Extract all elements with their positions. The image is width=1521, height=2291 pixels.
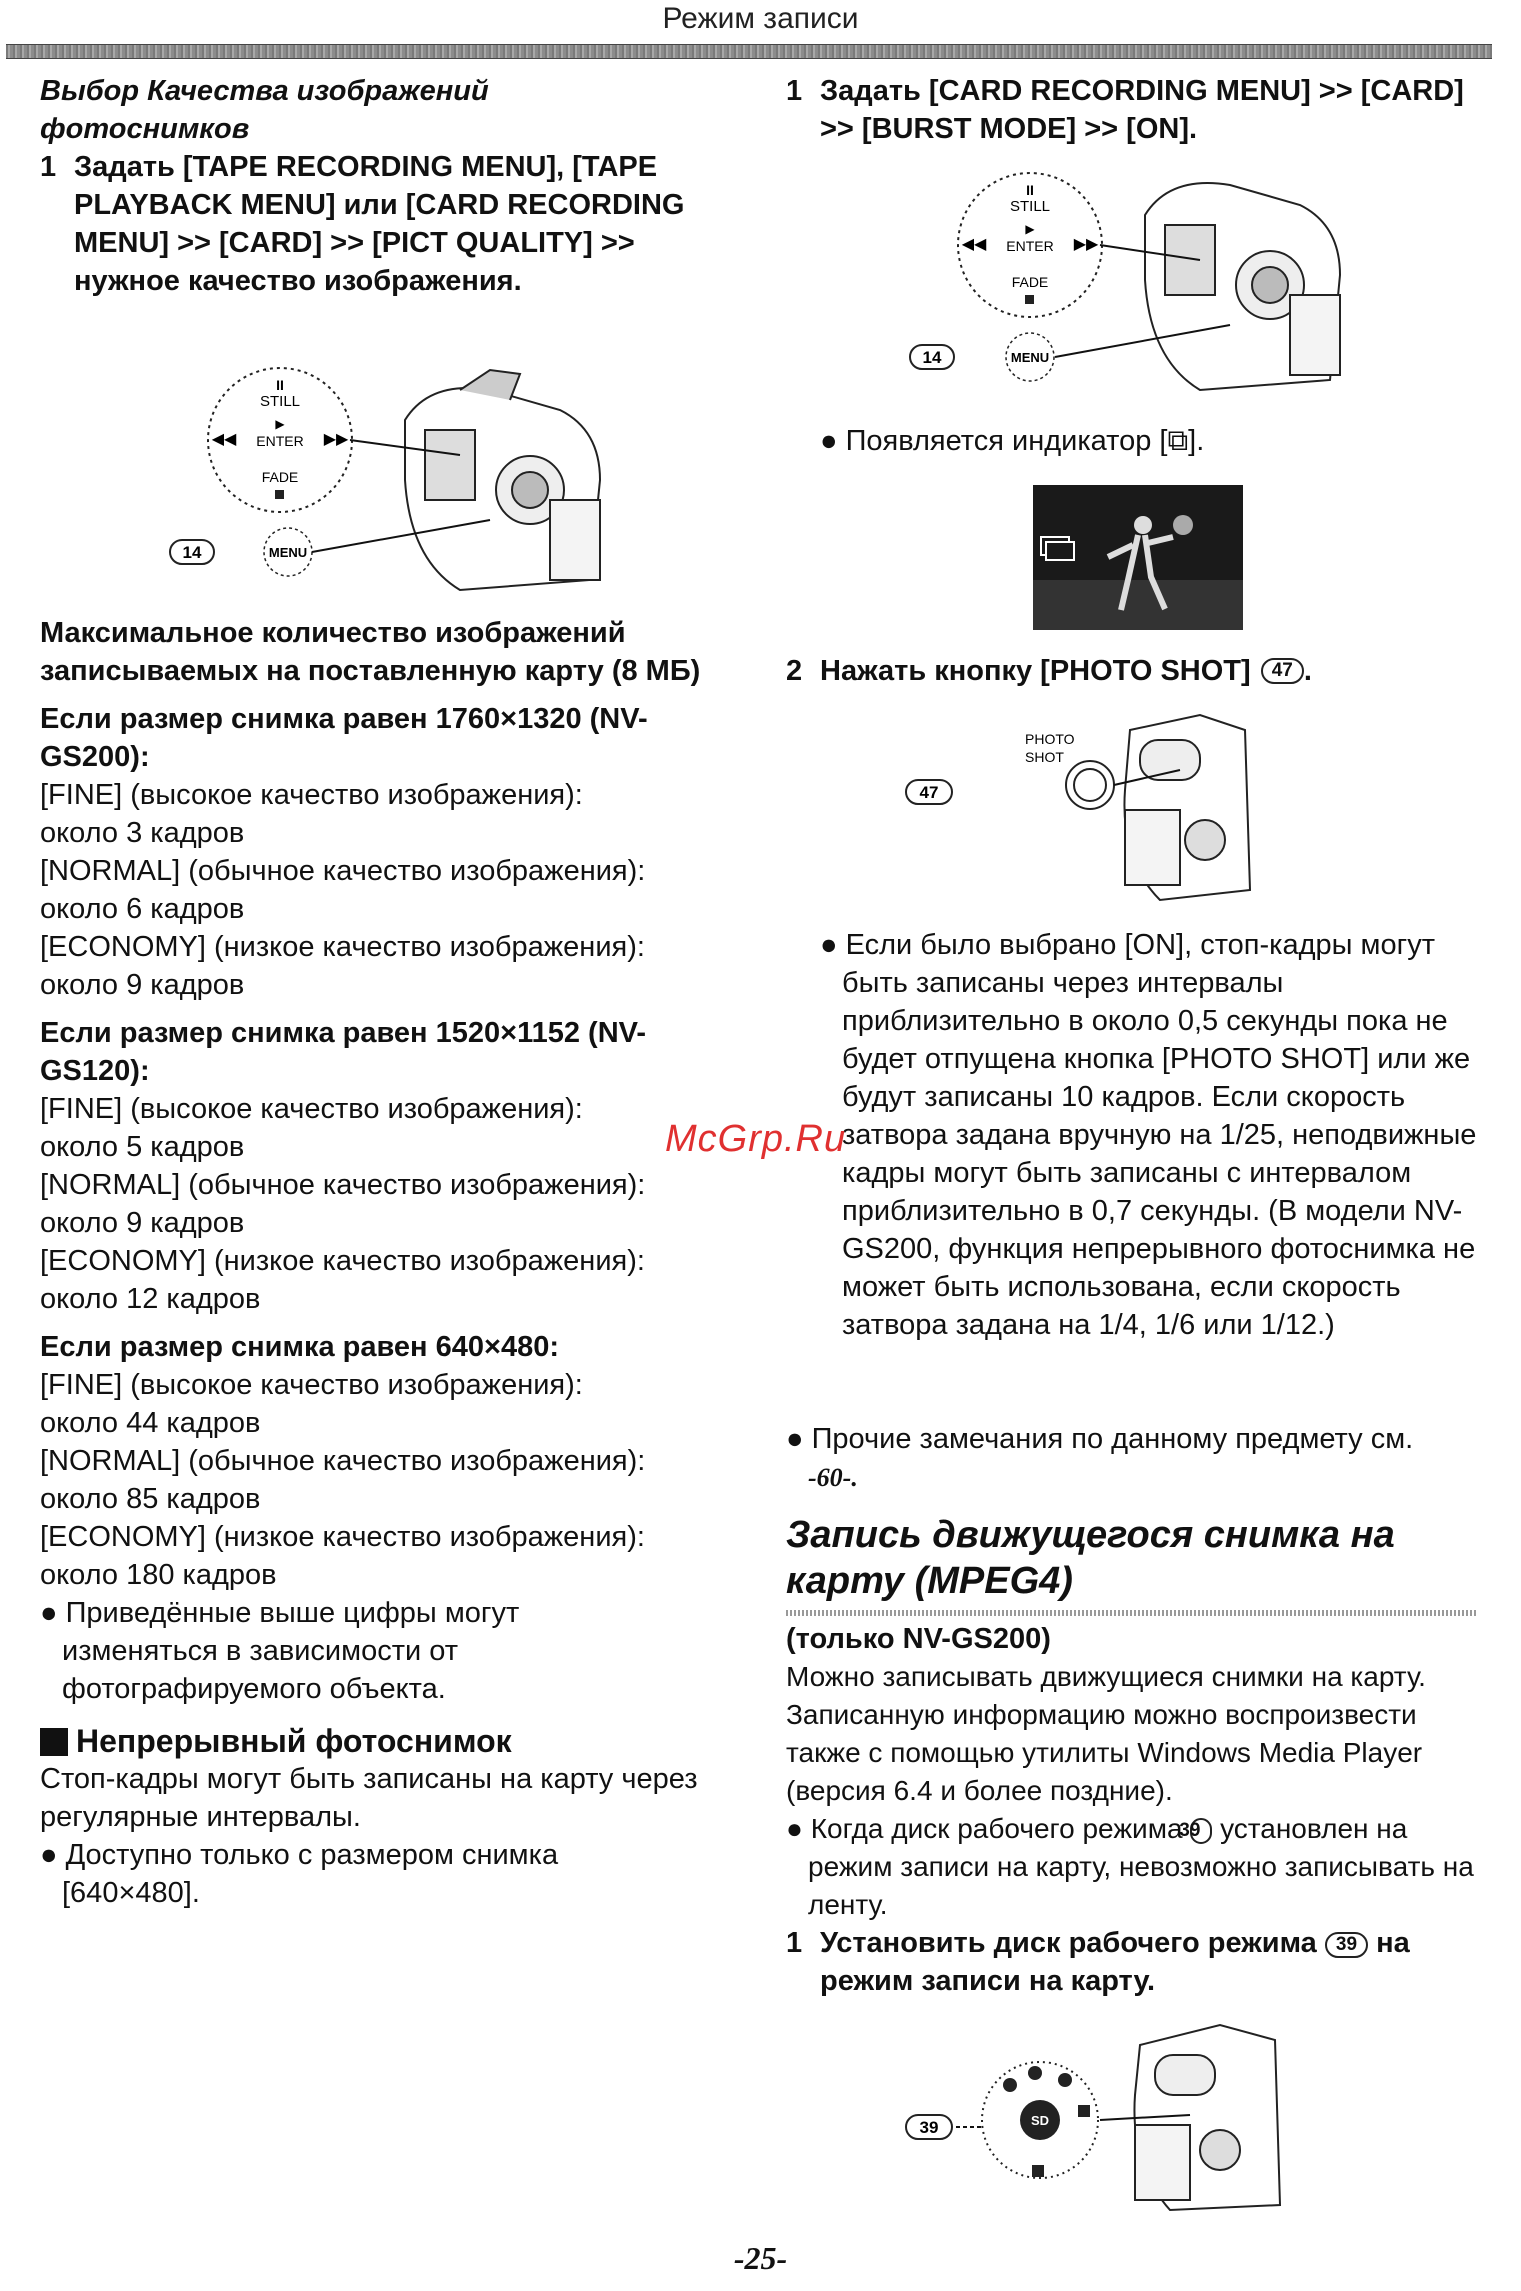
menu-label: MENU [1010,350,1050,365]
header-band [6,44,1492,59]
burst-section-title [40,1722,730,1760]
group-heading: Если размер снимка равен 1760×1320 (NV-GS200): [40,703,648,773]
step-text [820,1924,1476,2000]
step-text: Задать [TAPE RECORDING MENU], [TAPE PLAYBACK MENU] или [CARD RECORDING MENU] >> [CARD] >> [PICT QUALITY] >> нужное качество изображения. [74,151,685,297]
right-step-1 [786,72,1486,148]
note-block: ● Прочие замечания по данному предмету см. -60-. [786,1423,1414,1492]
camcorder-drawing [405,370,600,590]
watermark: McGrp.Ru [665,1118,847,1160]
group-line: [NORMAL] (обычное качество изображения): [40,1169,646,1201]
step-1-quality [40,148,730,300]
step-2-photo-shot: 2 Нажать кнопку [PHOTO SHOT] 47 . [786,652,1486,690]
indicator-note: ● Появляется индикатор [⧉]. [820,425,1205,457]
step-1-dial [786,1924,1476,2000]
page-number: -25- [733,2240,788,2276]
ref-number: 39 [919,2118,939,2137]
svg-text:▶: ▶ [1025,222,1035,236]
note-text: Появляется индикатор [⧉]. [845,425,1205,457]
group-line: около 44 кадров [40,1407,261,1439]
mode-dial-icon [982,2062,1098,2178]
step-text: Задать [CARD RECORDING MENU] >> [CARD] >> [BURST MODE] >> [ON]. [820,75,1464,145]
ref-badge-39: 39 [1190,1818,1212,1844]
only-model-note: (только NV-GS200) [786,1623,1051,1655]
group-heading: Если размер снимка равен 1520×1152 (NV-GS120): [40,1017,647,1087]
mpeg-section [786,1512,1486,2000]
note-text: Доступно только с размером снимка [640×480]. [62,1839,559,1909]
mode-dial-figure [900,2015,1300,2215]
ref-number: 14 [922,348,942,367]
camcorder-drawing [1145,183,1340,390]
enter-label: ENTER [1006,238,1054,254]
ref-number: 14 [182,543,202,562]
group-line: около 6 кадров [40,893,245,925]
section-square-icon [40,1728,68,1756]
svg-text:◀◀: ◀◀ [211,431,237,448]
burst-on-note [820,926,1490,1344]
note-text: Приведённые выше цифры могут изменяться в зависимости от фотографируемого объекта. [62,1597,520,1705]
group-line: [ECONOMY] (низкое качество изображения): [40,1245,645,1277]
group-heading: Если размер снимка равен 640×480: [40,1331,559,1363]
group-1760 [40,700,730,1004]
camera-menu-figure-2 [900,165,1370,405]
note-figures-vary: ● Приведённые выше цифры могут изменяться в зависимости от фотографируемого объекта. [40,1597,520,1705]
burst-description: Стоп-кадры могут быть записаны на карту через регулярные интервалы. [40,1763,698,1833]
group-line: около 12 кадров [40,1283,261,1315]
sd-label: SD [1030,2113,1050,2128]
ref-badge-47 [906,780,952,804]
group-line: [FINE] (высокое качество изображения): [40,779,583,811]
step-number: 1 [786,1927,803,1959]
menu-button [264,528,312,576]
page-header-title: Режим записи [662,2,859,35]
fade-label: FADE [261,469,299,485]
menu-button [1006,333,1054,381]
note-text: Если было выбрано [ON], стоп-кадры могут быть записаны через интервалы приблизительно в около 0,5 секунды пока не будет отпущена кнопка [PHOTO SHOT] или же будут записаны 10 кадров. Если скорость затвора задана вручную на 1/25, неподвижные кадры могут быть записаны с интервалом приблизительно в 0,7 секунды. (В модели NV-GS200, функция непрерывного фотоснимка не может быть использована, если скорость затвора задана на 1/4, 1/6 или 1/12.) [842,929,1477,1341]
enter-label: ENTER [256,433,304,449]
max-images-heading: Максимальное количество изображений записываемых на поставленную карту (8 МБ) [40,617,701,687]
photo-shot-figure [900,710,1270,910]
camcorder-drawing [1124,715,1250,900]
group-640 [40,1328,730,1594]
shot-label: SHOT [1025,749,1064,765]
svg-text:▶: ▶ [275,417,285,431]
still-label: STILL [259,393,301,410]
group-line: около 3 кадров [40,817,245,849]
svg-text:▶▶: ▶▶ [1073,236,1099,253]
title-underline [786,1610,1476,1616]
note-text: Прочие замечания по данному предмету см. [811,1423,1414,1455]
burst-size-note: ● Доступно только с размером снимка [640×480]. [40,1839,559,1909]
dial-note: ● Когда диск рабочего режима 39 установлен на режим записи на карту, невозможно записывать на ленту. [786,1813,1474,1920]
joystick-dial [958,173,1102,317]
step-1-burst [786,72,1486,148]
left-column [40,72,730,300]
step-text-b: на режим записи на карту. [820,1927,1410,1997]
group-line: [NORMAL] (обычное качество изображения): [40,1445,646,1477]
group-line: [FINE] (высокое качество изображения): [40,1093,583,1125]
fade-label: FADE [1011,274,1049,290]
ref-badge-39: 39 [1325,1932,1368,1958]
menu-label: MENU [268,545,308,560]
group-line: около 9 кадров [40,1207,245,1239]
other-notes [786,1420,1486,1497]
mpeg-description: Можно записывать движущиеся снимки на карту. Записанную информацию можно воспроизвести также с помощью утилиты Windows Media Player (версия 6.4 и более поздние). [786,1661,1426,1806]
note-text: установлен на режим записи на карту, невозможно записывать на ленту. [808,1813,1474,1920]
camera-menu-figure-1 [160,360,630,600]
step-text-a: Установить диск рабочего режима [820,1927,1317,1959]
svg-text:II: II [276,377,284,393]
group-1520 [40,1014,730,1318]
ref-badge-14 [910,345,954,369]
burst-mode-screen-image [1033,485,1243,630]
group-line: около 9 кадров [40,969,245,1001]
photo-label: PHOTO [1025,731,1075,747]
burst-title-text: Непрерывный фотоснимок [76,1723,512,1759]
svg-text:▶▶: ▶▶ [323,431,349,448]
step-number: 1 [40,151,57,183]
note-block: ● Если было выбрано [ON], стоп-кадры могут быть записаны через интервалы приблизительно в около 0,5 секунды пока не будет отпущена кнопка [PHOTO SHOT] или же будут записаны 10 кадров. Если скорость затвора задана вручную на 1/25, неподвижные кадры могут быть записаны с интервалом приблизительно в 0,7 секунды. (В модели NV-GS200, функция непрерывного фотоснимка не может быть использована, если скорость затвора задана на 1/4, 1/6 или 1/12.) [820,929,1477,1341]
group-line: [NORMAL] (обычное качество изображения): [40,855,646,887]
ref-badge-47: 47 [1261,658,1304,684]
mpeg-title-line-1: Запись движущегося снимка на [786,1514,1395,1556]
still-label: STILL [1009,198,1051,215]
group-line: [ECONOMY] (низкое качество изображения): [40,1521,645,1553]
group-line: [ECONOMY] (низкое качество изображения): [40,931,645,963]
group-line: около 5 кадров [40,1131,245,1163]
ref-badge-14 [170,540,214,564]
group-line: около 180 кадров [40,1559,277,1591]
ref-badge-39 [906,2115,952,2139]
group-line: [FINE] (высокое качество изображения): [40,1369,583,1401]
section-title-quality: Выбор Качества изображений фотоснимков [40,75,489,145]
page-reference: -60- [808,1463,852,1492]
joystick-dial [208,368,352,512]
svg-text:◀◀: ◀◀ [961,236,987,253]
step-number: 2 [786,655,803,687]
note-text: Когда диск рабочего режима [810,1813,1183,1844]
step-number: 1 [786,75,803,107]
mpeg-title-line-2: карту (MPEG4) [786,1560,1073,1602]
step-text: Нажать кнопку [PHOTO SHOT] [820,655,1251,687]
right-step-2 [786,652,1486,690]
left-column-body [40,614,730,1912]
group-line: около 85 кадров [40,1483,261,1515]
svg-text:II: II [1026,182,1034,198]
ref-number: 47 [919,783,939,802]
